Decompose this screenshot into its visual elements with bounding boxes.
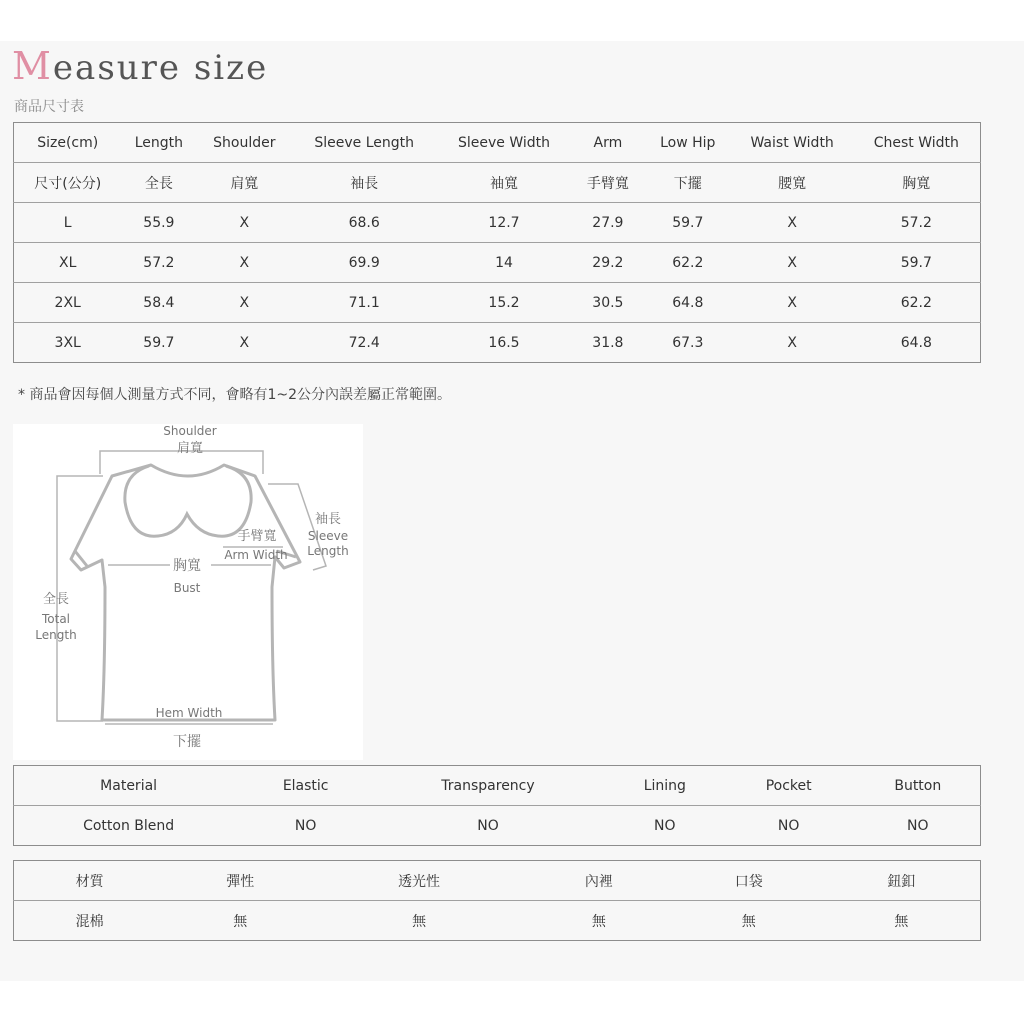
table-cell: NO xyxy=(294,817,317,834)
table-cell: 71.1 xyxy=(292,283,436,323)
hem-en-label: Hem Width xyxy=(155,706,223,720)
table-cell: 59.7 xyxy=(143,334,175,351)
table-cell: 無 xyxy=(591,913,606,930)
table-cell: 混棉 xyxy=(75,913,104,930)
table-header-cell: 全長 xyxy=(121,163,196,203)
table-cell: 14 xyxy=(436,243,572,283)
table-header-cell: Chest Width xyxy=(853,123,981,163)
table-cell: 12.7 xyxy=(436,203,572,243)
table-cell: NO xyxy=(777,817,800,834)
table-header-cell: Arm xyxy=(572,123,644,163)
table-header-cell: 鈕釦 xyxy=(823,861,981,901)
table-cell: NO xyxy=(477,817,499,834)
total-en-label-2: Length xyxy=(35,628,77,642)
table-row xyxy=(14,203,981,243)
table-cell: X xyxy=(239,334,250,351)
table-row xyxy=(14,243,981,283)
table-header-cell: 下擺 xyxy=(644,163,732,203)
table-header-cell: 手臂寬 xyxy=(572,163,644,203)
table-header-row-en xyxy=(14,123,981,163)
table-header-cell: Size(cm) xyxy=(14,123,122,163)
shirt-diagram-svg xyxy=(13,424,363,760)
table-row xyxy=(14,283,981,323)
table-cell: 59.7 xyxy=(644,203,732,243)
size-table xyxy=(13,122,981,363)
table-cell: 16.5 xyxy=(488,334,520,351)
table-cell: 無 xyxy=(741,913,756,930)
table-cell: 68.6 xyxy=(292,203,436,243)
table-header-cell: Button xyxy=(856,766,981,806)
bust-zh-label: 胸寬 xyxy=(173,558,201,574)
table-cell: 無 xyxy=(233,913,248,930)
table-cell: X xyxy=(787,334,797,351)
material-table-zh xyxy=(13,860,981,941)
arm-en-label: Arm Width xyxy=(224,548,288,562)
table-header-cell: Low Hip xyxy=(644,123,732,163)
table-cell: 57.2 xyxy=(121,243,196,283)
material-header-row-zh xyxy=(14,861,981,901)
table-header-cell: Material xyxy=(14,766,244,806)
table-header-cell: 透光性 xyxy=(315,861,523,901)
table-cell: X xyxy=(196,243,292,283)
table-header-cell: 袖寬 xyxy=(436,163,572,203)
table-header-row-zh xyxy=(14,163,981,203)
table-header-cell: 袖長 xyxy=(292,163,436,203)
table-cell: NO xyxy=(654,817,676,834)
shoulder-zh-label: 肩寬 xyxy=(176,441,204,456)
measurement-note: * 商品會因每個人測量方式不同，會略有1~2公分內誤差屬正常範圍。 xyxy=(18,387,451,403)
table-cell: 72.4 xyxy=(348,334,380,351)
table-cell: 27.9 xyxy=(572,203,644,243)
bust-en-label: Bust xyxy=(173,581,201,595)
material-value-row xyxy=(14,806,981,846)
measurement-diagram xyxy=(13,424,363,760)
table-row xyxy=(14,323,981,363)
table-cell: 31.8 xyxy=(592,334,624,351)
title-rest: easure size xyxy=(52,48,269,88)
sleeve-en-label-2: Length xyxy=(307,544,349,558)
table-cell: 30.5 xyxy=(572,283,644,323)
table-header-cell: Elastic xyxy=(243,766,368,806)
table-cell: 29.2 xyxy=(572,243,644,283)
table-header-cell: Shoulder xyxy=(196,123,292,163)
sleeve-en-label-1: Sleeve xyxy=(307,529,349,543)
table-header-cell: 肩寬 xyxy=(196,163,292,203)
table-cell: 57.2 xyxy=(853,203,981,243)
arm-zh-label: 手臂寬 xyxy=(237,529,277,544)
hem-zh-label: 下擺 xyxy=(173,734,201,750)
table-cell: 62.2 xyxy=(853,283,981,323)
sleeve-zh-label: 袖長 xyxy=(314,512,342,527)
table-cell: 15.2 xyxy=(436,283,572,323)
table-cell: 3XL xyxy=(54,334,81,351)
table-cell: XL xyxy=(14,243,122,283)
table-header-cell: Lining xyxy=(608,766,722,806)
page-title xyxy=(12,44,268,88)
table-header-cell: Waist Width xyxy=(732,123,853,163)
table-cell: 2XL xyxy=(14,283,122,323)
table-cell: X xyxy=(732,283,853,323)
table-header-cell: 內裡 xyxy=(523,861,675,901)
table-cell: 62.2 xyxy=(644,243,732,283)
table-header-cell: Pocket xyxy=(722,766,856,806)
table-cell: 55.9 xyxy=(121,203,196,243)
table-header-cell: 彈性 xyxy=(165,861,315,901)
table-cell: X xyxy=(732,243,853,283)
table-cell: 59.7 xyxy=(853,243,981,283)
table-header-cell: Sleeve Length xyxy=(292,123,436,163)
table-cell: X xyxy=(196,283,292,323)
table-header-cell: Transparency xyxy=(368,766,608,806)
table-header-cell: Length xyxy=(121,123,196,163)
table-header-cell: 尺寸(公分) xyxy=(14,163,122,203)
table-cell: Cotton Blend xyxy=(83,817,175,834)
table-cell: 69.9 xyxy=(292,243,436,283)
material-table xyxy=(13,765,981,846)
table-cell: 58.4 xyxy=(121,283,196,323)
total-en-label-1: Total xyxy=(41,612,71,626)
material-value-row-zh xyxy=(14,901,981,941)
table-cell: 無 xyxy=(412,913,427,930)
table-header-cell: 胸寬 xyxy=(853,163,981,203)
table-header-cell: 材質 xyxy=(14,861,166,901)
table-header-cell: 口袋 xyxy=(675,861,823,901)
table-cell: X xyxy=(732,203,853,243)
table-header-cell: 腰寬 xyxy=(732,163,853,203)
total-zh-label: 全長 xyxy=(42,592,70,607)
table-cell: NO xyxy=(907,817,929,834)
table-header-cell: Sleeve Width xyxy=(436,123,572,163)
material-header-row xyxy=(14,766,981,806)
table-cell: 64.8 xyxy=(900,334,932,351)
table-cell: 67.3 xyxy=(672,334,704,351)
shoulder-en-label: Shoulder xyxy=(163,424,217,438)
title-first-letter: M xyxy=(12,44,53,88)
table-cell: X xyxy=(196,203,292,243)
page-subtitle: 商品尺寸表 xyxy=(14,99,84,115)
table-cell: 64.8 xyxy=(644,283,732,323)
table-cell: 無 xyxy=(894,913,909,930)
table-cell: L xyxy=(14,203,122,243)
